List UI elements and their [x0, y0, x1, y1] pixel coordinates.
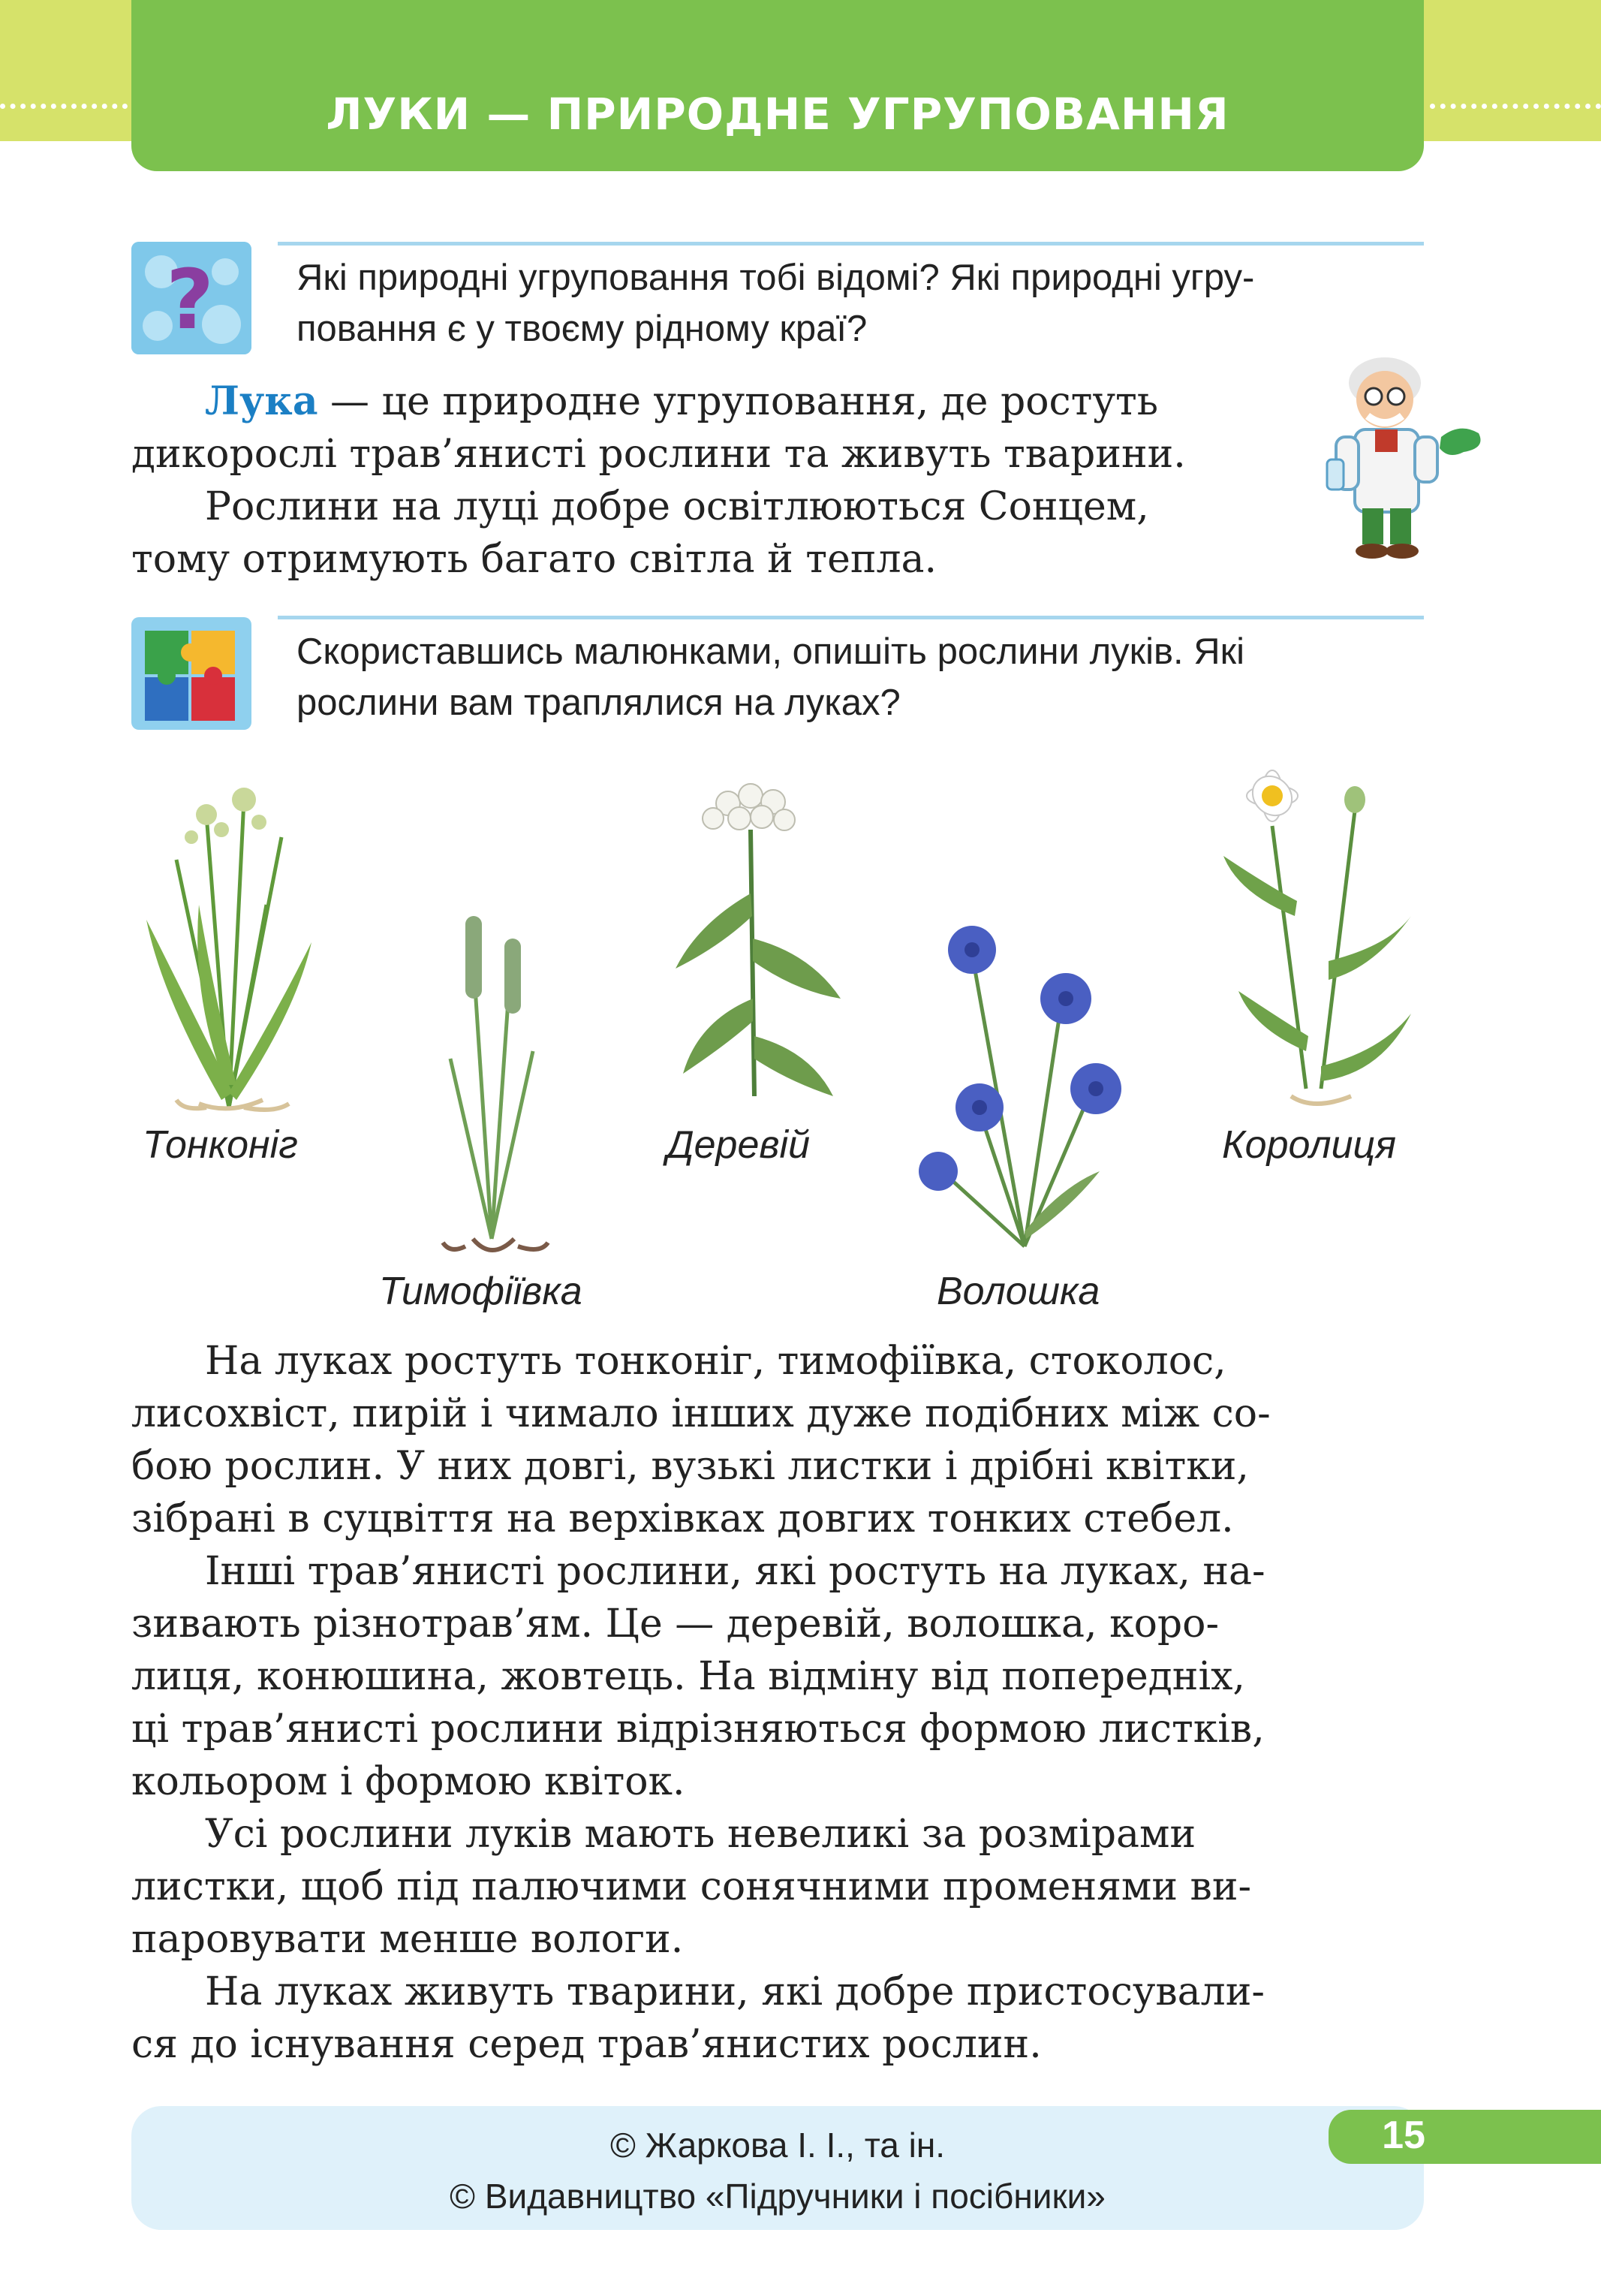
- p2-line2: зивають різнотрав’ям. Це — деревій, волошка, коро-: [131, 1601, 1220, 1647]
- question-puzzle-icon: [131, 242, 251, 354]
- p4-line2: ся до існування серед трав’янистих рослин.: [131, 2022, 1042, 2067]
- plant-label-voloshka: Волошка: [937, 1270, 1100, 1313]
- plant-image-tymofiivka: [420, 908, 563, 1261]
- definition-line4: тому отримують багато світла й тепла.: [131, 537, 937, 582]
- svg-text:?: ?: [166, 252, 214, 348]
- p1-line4: зібрані в суцвіття на верхівках довгих тонких стебел.: [131, 1496, 1234, 1541]
- professor-illustration: [1321, 347, 1494, 565]
- p3-line3: паровувати менше вологи.: [131, 1917, 684, 1962]
- task2-line1: Скориставшись малюнками, опишіть рослини луків. Які: [296, 631, 1244, 672]
- body-paragraph-3: [131, 1808, 1424, 1966]
- p2-line3: лиця, конюшина, жовтець. На відміну від попередніх,: [131, 1654, 1245, 1699]
- plant-label-tymofiivka: Тимофіївка: [379, 1270, 582, 1313]
- page-number: 15: [1382, 2114, 1425, 2157]
- footer-publisher: © Видавництво «Підручники і посібники»: [450, 2177, 1106, 2216]
- definition-term: Лука: [205, 378, 318, 424]
- p1-line1: На луках ростуть тонконіг, тимофіївка, стоколос,: [205, 1339, 1226, 1384]
- p2-line1: Інші трав’янисті рослини, які ростуть на луках, на-: [205, 1549, 1265, 1594]
- definition-line3: Рослини на луці добре освітлюються Сонцем,: [205, 484, 1149, 529]
- header-dots-left: [0, 104, 128, 109]
- p1-line3: бою рослин. У них довгі, вузькі листки і дрібні квітки,: [131, 1444, 1249, 1489]
- body-paragraph-2: [131, 1545, 1424, 1808]
- plant-label-tonkonih: Тонконіг: [143, 1123, 298, 1167]
- plant-image-voloshka: [912, 916, 1137, 1254]
- header-tab: [131, 0, 1424, 171]
- puzzle-pieces-icon: [131, 617, 251, 730]
- plant-label-korolytsia: Королиця: [1222, 1123, 1397, 1167]
- task2-rule: [278, 616, 1424, 619]
- task2-text: [296, 626, 1422, 728]
- p1-line2: лисохвіст, пирій і чимало інших дуже подібних між со-: [131, 1391, 1271, 1436]
- p3-line2: листки, щоб під палючими сонячними променями ви-: [131, 1864, 1252, 1909]
- definition-line2: дикорослі трав’янисті рослини та живуть тварини.: [131, 432, 1186, 477]
- p4-line1: На луках живуть тварини, які добре пристосували-: [205, 1969, 1265, 2014]
- plant-image-korolytsia: [1208, 766, 1426, 1111]
- plant-image-tonkonih: [131, 770, 327, 1115]
- body-paragraph-4: [131, 1966, 1424, 2071]
- body-paragraph-1: [131, 1335, 1424, 1545]
- p3-line1: Усі рослини луків мають невеликі за розмірами: [205, 1812, 1196, 1857]
- header-dots-right: [1430, 104, 1601, 109]
- page-title: ЛУКИ — ПРИРОДНЕ УГРУПОВАННЯ: [326, 89, 1229, 140]
- p2-line5: кольором і формою квіток.: [131, 1759, 685, 1804]
- plant-label-dereviy: Деревій: [667, 1123, 810, 1167]
- footer-author: © Жаркова І. І., та ін.: [609, 2126, 946, 2165]
- plant-image-dereviy: [668, 773, 848, 1104]
- task1-rule: [278, 242, 1424, 246]
- task1-text: [296, 252, 1422, 354]
- task2-line2: рослини вам траплялися на луках?: [296, 682, 901, 723]
- task1-line2: повання є у твоєму рідному краї?: [296, 309, 868, 349]
- p2-line4: ці трав’янисті рослини відрізняються формою листків,: [131, 1707, 1265, 1752]
- definition-paragraph: [131, 375, 1287, 586]
- definition-line1: — це природне угруповання, де ростуть: [317, 379, 1159, 424]
- task1-line1: Які природні угруповання тобі відомі? Які природні угру-: [296, 258, 1255, 298]
